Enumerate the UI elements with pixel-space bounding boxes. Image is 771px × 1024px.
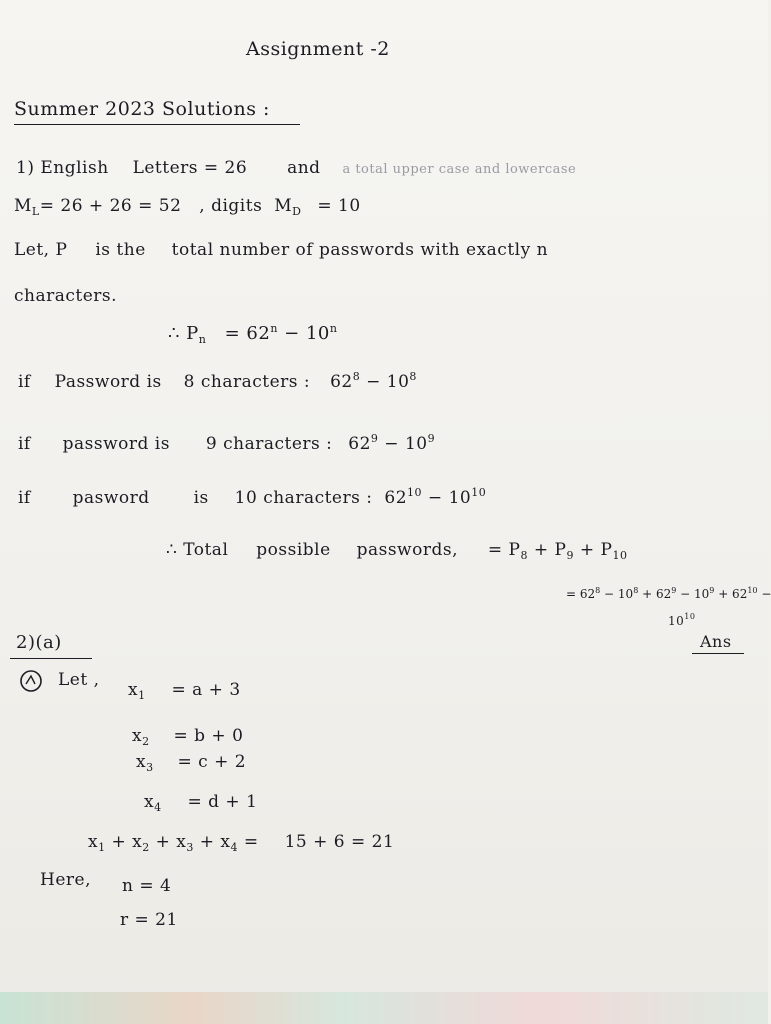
total-expansion-cont: $10^{10}$	[668, 612, 696, 628]
eq-x1: $x_1 = a + 3$	[128, 680, 241, 702]
n-value: n = 4	[122, 876, 172, 896]
bottom-background-strip	[0, 992, 768, 1024]
here-label: Here,	[40, 870, 91, 890]
q1-line-2: $M_L= 26 + 26 = 52$ , digits $M_D = 10$	[14, 196, 361, 218]
section-heading: Summer 2023 Solutions :	[14, 98, 270, 120]
page-title: Assignment -2	[246, 38, 390, 60]
circled-mark-icon	[18, 668, 44, 694]
formula-pn: ∴ $P_n = 62^n - 10^n$	[168, 322, 338, 346]
answer-label: Ans	[700, 632, 732, 651]
total-expansion: = $62^8 - 10^8 + 62^9 - 10^9 + 62^{10}$ −	[566, 586, 771, 601]
total-passwords-line: ∴ Total possible passwords, = $P_8 + P_9 + P_{10}$	[166, 540, 628, 562]
q1-line-1: 1) English Letters = 26 and a total upper case and lowercase	[16, 158, 577, 178]
eq-x4: $x_4 = d + 1$	[144, 792, 258, 814]
case-9-characters: if password is 9 characters : $62^9 - 10^9$	[18, 432, 436, 454]
eq-sum: $x_1 + x_2 + x_3 + x_4 = 15 + 6 = 21$	[88, 832, 395, 854]
eq-x3: $x_3 = c + 2$	[136, 752, 247, 774]
answer-underline	[692, 653, 744, 654]
q2-label-underline	[10, 658, 92, 659]
q1-line-4: characters.	[14, 286, 118, 306]
section-heading-underline	[14, 124, 300, 125]
r-value: r = 21	[120, 910, 178, 930]
q2-label: 2)(a)	[16, 632, 62, 653]
case-10-characters: if pasword is 10 characters : $62^{10} - 10^{10}$	[18, 486, 487, 508]
q2-let: Let ,	[58, 670, 100, 690]
q1-label: 1)	[16, 158, 35, 178]
eq-x2: $x_2 = b + 0$	[132, 726, 244, 748]
q1-line-3: Let, P is the total number of passwords with exactly n	[14, 240, 549, 260]
case-8-characters: if Password is 8 characters : $62^8 - 10^8$	[18, 370, 417, 392]
